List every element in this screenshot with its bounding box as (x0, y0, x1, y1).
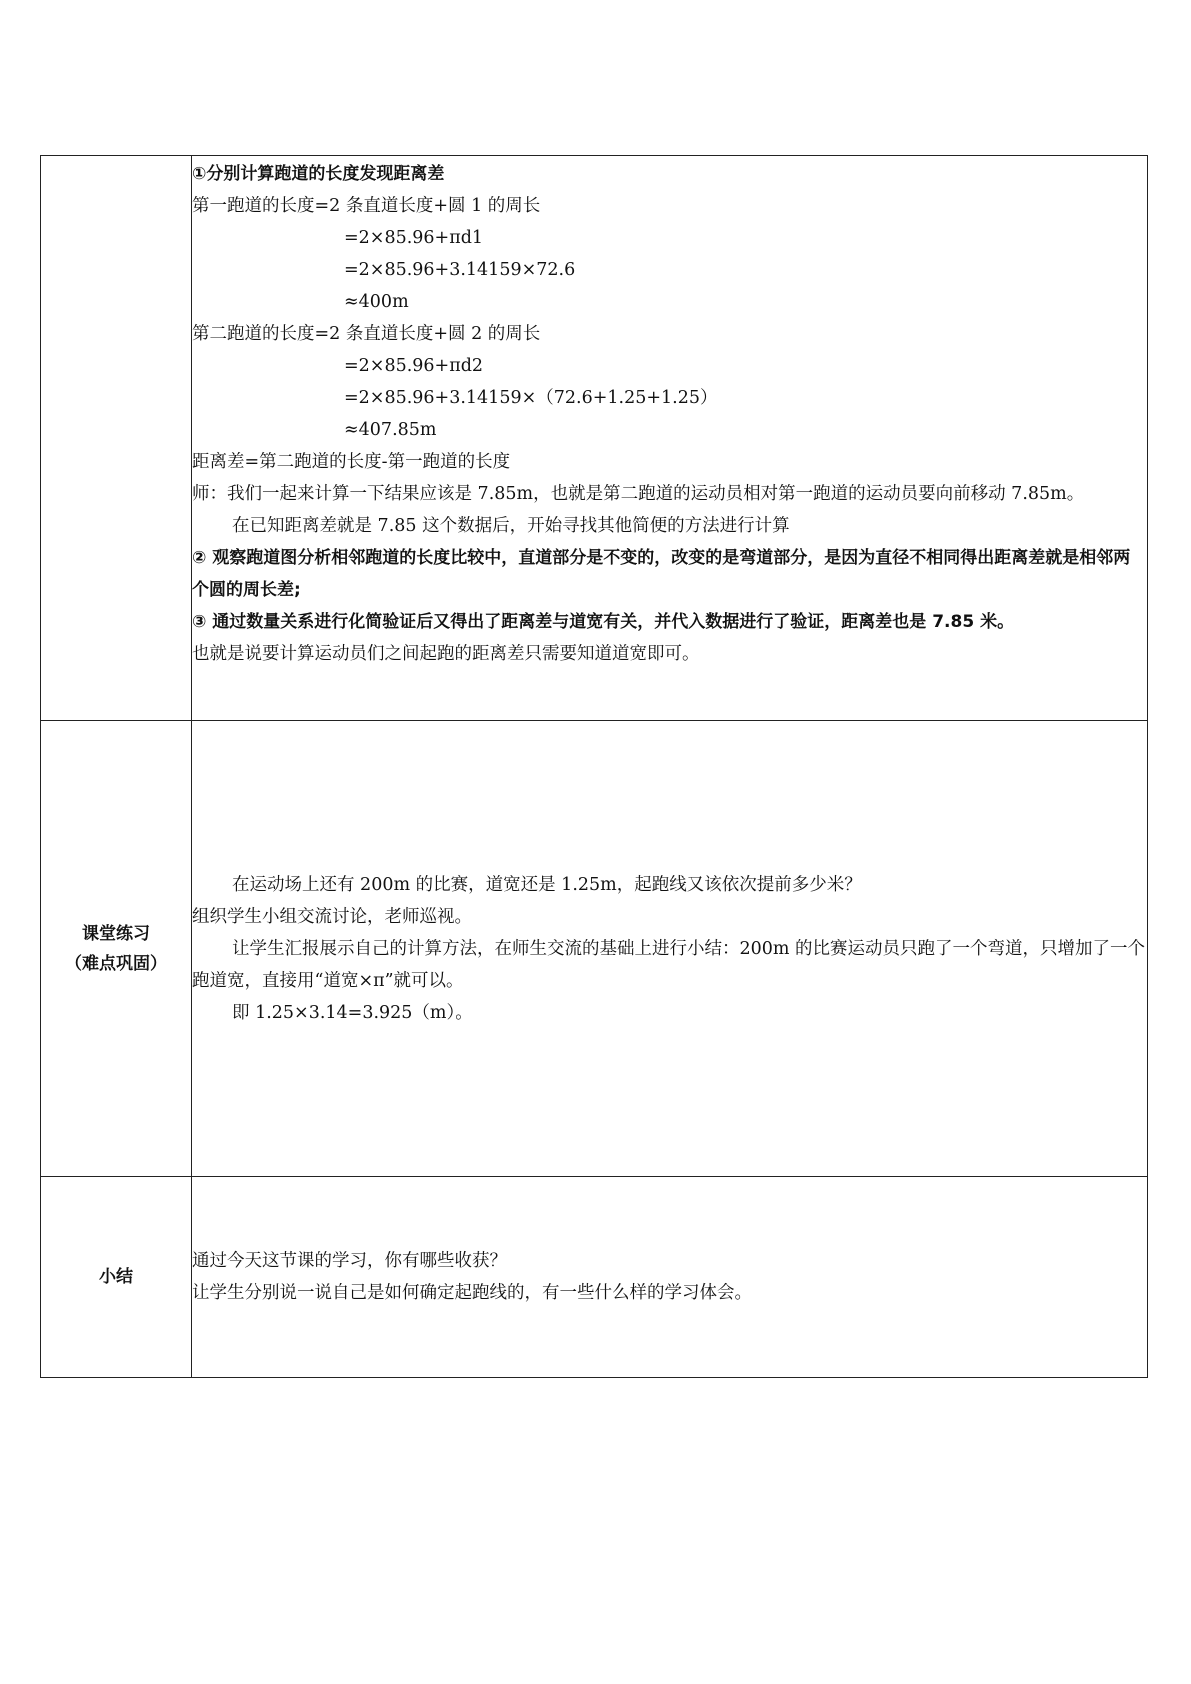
lane1-step-b: =2×85.96+3.14159×72.6 (344, 260, 576, 280)
lane1-formula: 第一跑道的长度=2 条直道长度+圆 1 的周长 (192, 196, 541, 216)
practice-answer: 即 1.25×3.14=3.925（m）。 (232, 1002, 473, 1023)
row-label-practice (41, 721, 192, 1177)
practice-organize: 组织学生小组交流讨论，老师巡视。 (192, 906, 472, 927)
summary-content (192, 1177, 1148, 1378)
lane1-result: ≈400m (344, 292, 409, 312)
practice-question: 在运动场上还有 200m 的比赛，道宽还是 1.25m，起跑线又该依次提前多少米？ (232, 874, 862, 895)
practice-sublabel: （难点巩固） (65, 953, 167, 974)
step-1-heading: ①分别计算跑道的长度发现距离差 (192, 164, 445, 184)
table-row-practice (41, 721, 1148, 1177)
summary-question: 通过今天这节课的学习，你有哪些收获？ (192, 1251, 507, 1271)
row-label-empty (41, 156, 192, 721)
lesson-plan-table (40, 155, 1148, 1378)
practice-label: 课堂练习 (82, 923, 150, 944)
practice-content (192, 721, 1148, 1177)
step-3-heading: ③ 通过数量关系进行化简验证后又得出了距离差与道宽有关，并代入数据进行了验证，距离差也是 7.85 米。 (192, 612, 1015, 632)
simpler-method-note: 在已知距离差就是 7.85 这个数据后，开始寻找其他简便的方法进行计算 (232, 516, 790, 536)
lane2-result: ≈407.85m (344, 420, 437, 440)
lane1-step-a: =2×85.96+πd1 (344, 228, 484, 248)
distance-difference-formula: 距离差=第二跑道的长度-第一跑道的长度 (192, 452, 511, 472)
lane2-step-a: =2×85.96+πd2 (344, 356, 484, 376)
table-row-calculation (41, 156, 1148, 721)
teacher-remark: 师：我们一起来计算一下结果应该是 7.85m，也就是第二跑道的运动员相对第一跑道的运动员要向前移动 7.85m。 (192, 484, 1085, 504)
practice-summary: 让学生汇报展示自己的计算方法，在师生交流的基础上进行小结：200m 的比赛运动员只跑了一个弯道，只增加了一个跑道宽，直接用“道宽×π”就可以。 (192, 938, 1146, 991)
row-label-summary: 小结 (41, 1177, 192, 1378)
conclusion-line: 也就是说要计算运动员们之间起跑的距离差只需要知道道宽即可。 (192, 644, 700, 664)
lane2-step-b: =2×85.96+3.14159×（72.6+1.25+1.25） (344, 388, 718, 408)
table-row-summary (41, 1177, 1148, 1378)
summary-activity: 让学生分别说一说自己是如何确定起跑线的，有一些什么样的学习体会。 (192, 1283, 752, 1303)
lane2-formula: 第二跑道的长度=2 条直道长度+圆 2 的周长 (192, 324, 541, 344)
step-2-heading: ② 观察跑道图分析相邻跑道的长度比较中，直道部分是不变的，改变的是弯道部分，是因为直径不相同得出距离差就是相邻两个圆的周长差; (192, 548, 1131, 600)
calculation-content (192, 156, 1148, 721)
